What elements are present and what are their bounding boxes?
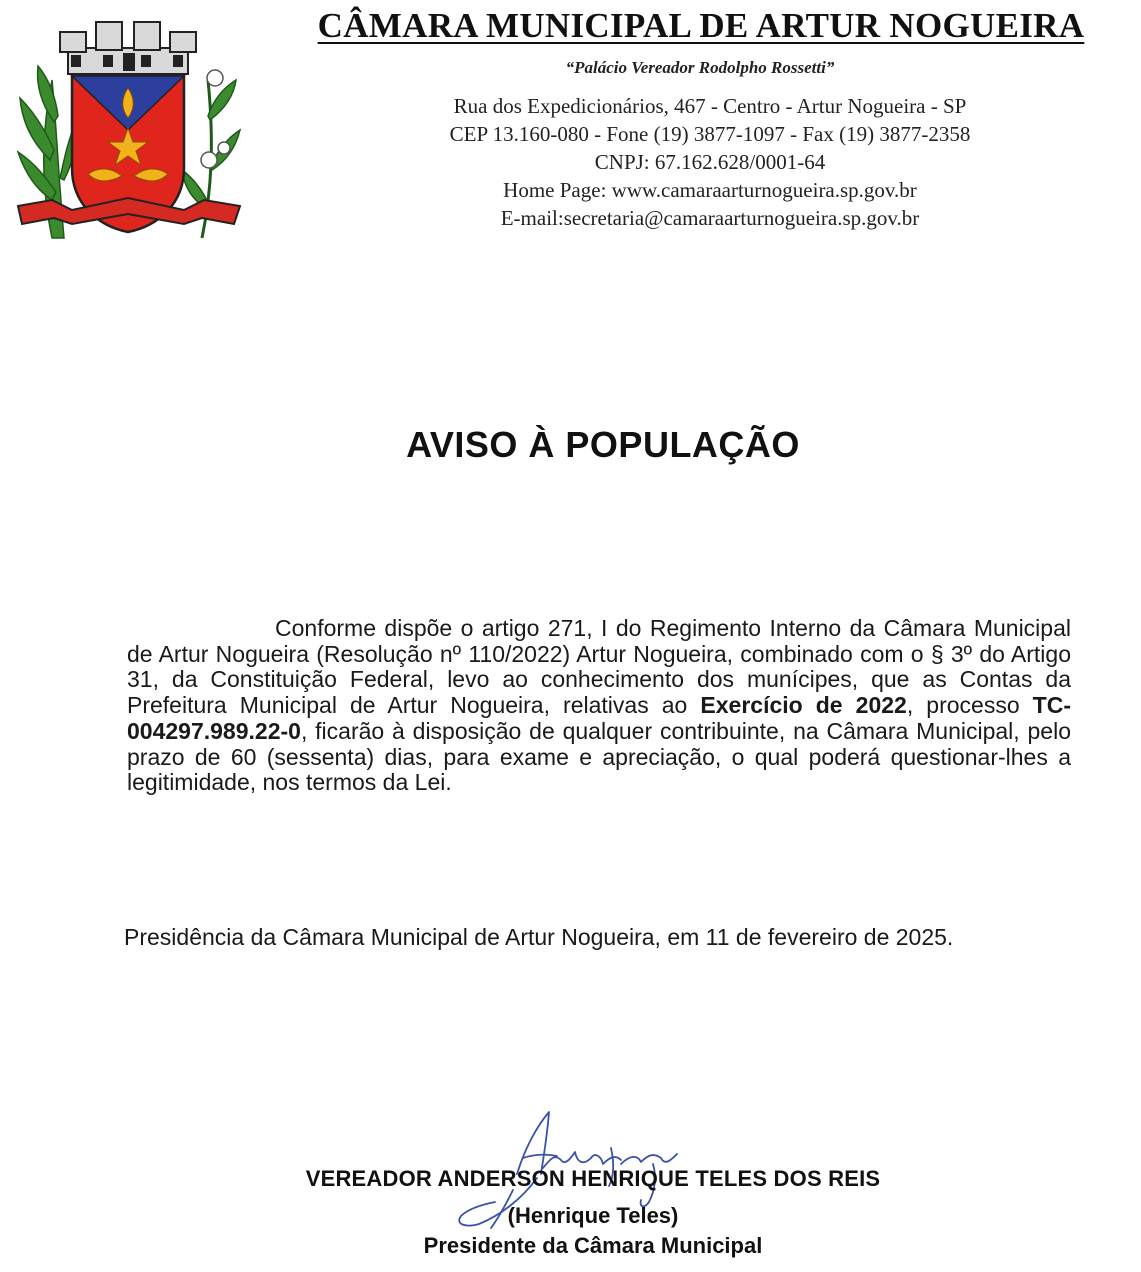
body-text-3: , ficarão à disposição de qualquer contribuinte, na Câmara Municipal, pelo prazo de 60 (sessenta) dias, para exame e apreciação, o qual poderá questionar-lhes a legitimidade, nos termos da Lei.: [127, 717, 1071, 796]
cnpj-line: CNPJ: 67.162.628/0001-64: [594, 150, 826, 174]
signatory-name: VEREADOR ANDERSON HENRIQUE TELES DOS REIS: [305, 1166, 881, 1191]
palace-subtitle: “Palácio Vereador Rodolpho Rossetti”: [565, 58, 835, 77]
notice-title: AVISO À POPULAÇÃO: [406, 424, 800, 465]
body-text-2: , processo: [906, 692, 1033, 719]
address-line: Rua dos Expedicionários, 467 - Centro - Artur Nogueira - SP: [453, 94, 967, 118]
coat-of-arms-icon: [12, 10, 244, 255]
homepage-line: Home Page: www.camaraarturnogueira.sp.gov.br: [503, 178, 917, 202]
notice-body: [127, 616, 1071, 796]
chamber-title: CÂMARA MUNICIPAL DE ARTUR NOGUEIRA: [317, 6, 1085, 45]
email-line: E-mail:secretaria@camaraarturnogueira.sp.gov.br: [500, 206, 920, 230]
process-number-bold: TC-004297.989.22-0: [127, 692, 1071, 744]
body-text-1: Conforme dispõe o artigo 271, I do Regimento Interno da Câmara Municipal de Artur Nogueira (Resolução nº 110/2022) Artur Nogueira, combinado com o § 3º do Artigo 31, da Constituição Federal, levo ao conhecimento dos munícipes, que as Contas da Prefeitura Municipal de Artur Nogueira, relativas ao: [127, 615, 1071, 719]
closing-paragraph: Presidência da Câmara Municipal de Artur Nogueira, em 11 de fevereiro de 2025.: [124, 924, 954, 950]
fiscal-year-bold: Exercício de 2022: [700, 692, 907, 719]
phone-line: CEP 13.160-080 - Fone (19) 3877-1097 - Fax (19) 3877-2358: [449, 122, 971, 146]
contact-block: [360, 92, 1060, 232]
signatory-nickname: (Henrique Teles): [507, 1203, 679, 1228]
mural-crown-icon: [60, 22, 196, 74]
signatory-role: Presidente da Câmara Municipal: [423, 1233, 763, 1258]
